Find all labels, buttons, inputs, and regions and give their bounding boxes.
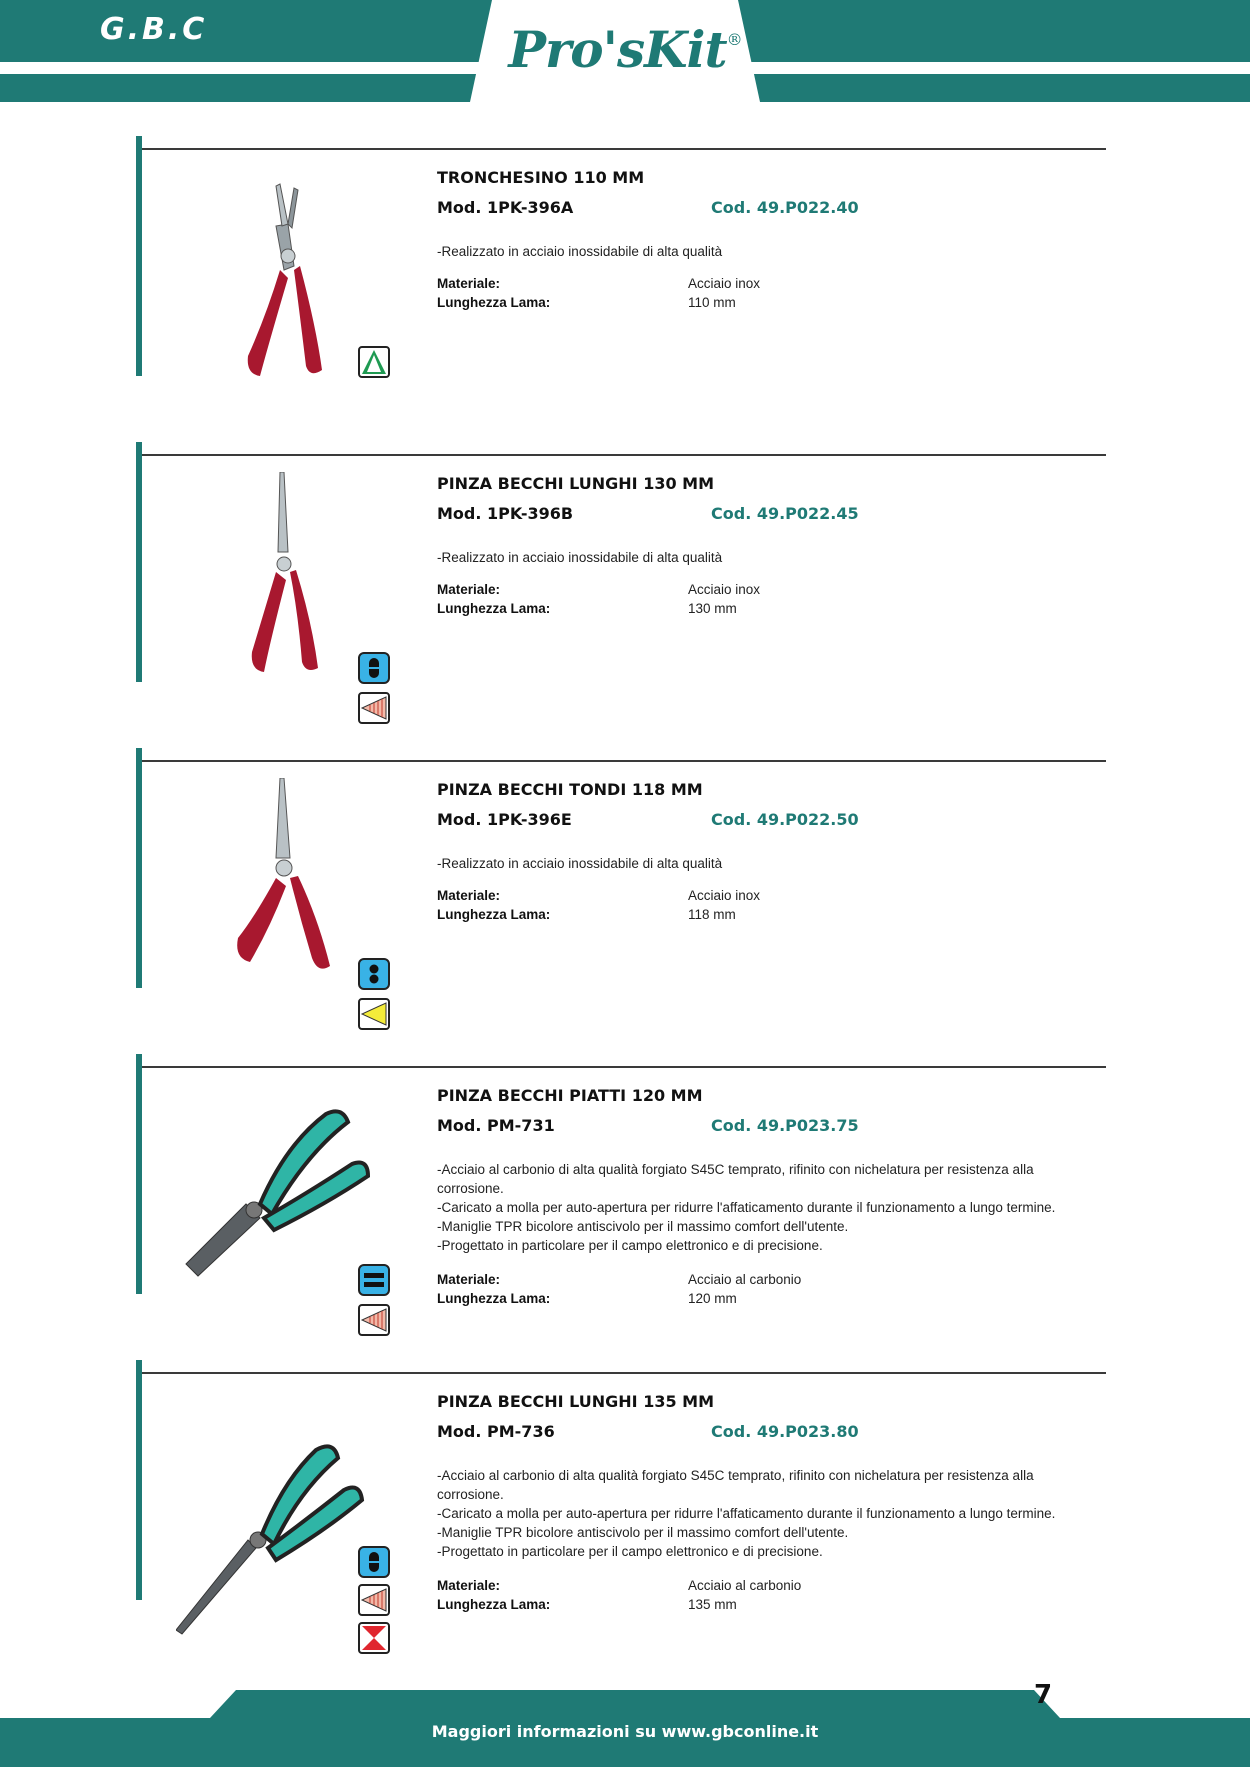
spec-label: Lunghezza Lama: bbox=[437, 1597, 551, 1612]
product-code: Cod. 49.P022.50 bbox=[711, 810, 859, 829]
product-section-4 bbox=[136, 1054, 1114, 1306]
round-jaw-icon bbox=[358, 958, 390, 990]
spec-label: Materiale: bbox=[437, 582, 501, 597]
spec-value: 110 mm bbox=[688, 295, 736, 310]
spec-label: Materiale: bbox=[437, 888, 501, 903]
gbc-logo: G.B.C bbox=[100, 12, 208, 47]
description-line: -Progettato in particolare per il campo elettronico e di precisione. bbox=[437, 1544, 823, 1559]
flat-nose-pliers-image bbox=[176, 1084, 386, 1334]
section-divider bbox=[142, 148, 1106, 150]
description-line: -Maniglie TPR bicolore antiscivolo per il massimo comfort dell'utente. bbox=[437, 1219, 849, 1234]
description-line: -Progettato in particolare per il campo elettronico e di precisione. bbox=[437, 1238, 823, 1253]
product-model: Mod. 1PK-396A bbox=[437, 198, 574, 217]
section-divider bbox=[142, 454, 1106, 456]
half-round-jaw-icon bbox=[358, 1546, 390, 1578]
product-title: TRONCHESINO 110 MM bbox=[437, 168, 645, 187]
product-code: Cod. 49.P023.80 bbox=[711, 1422, 859, 1441]
spec-label: Materiale: bbox=[437, 1578, 501, 1593]
product-section-5 bbox=[136, 1360, 1114, 1612]
serrated-jaw-icon bbox=[358, 1584, 390, 1616]
description-line: -Acciaio al carbonio di alta qualità forgiato S45C temprato, rifinito con nichelatura per resistenza alla bbox=[437, 1162, 1034, 1177]
spec-label: Lunghezza Lama: bbox=[437, 1291, 551, 1306]
spec-value: Acciaio inox bbox=[688, 582, 761, 597]
product-title: PINZA BECCHI TONDI 118 MM bbox=[437, 780, 703, 799]
round-nose-pliers-image bbox=[176, 778, 386, 1028]
section-accent-bar bbox=[136, 1054, 142, 1294]
product-section-1 bbox=[136, 136, 1114, 381]
section-accent-bar bbox=[136, 136, 142, 376]
product-description bbox=[437, 548, 1087, 567]
product-code: Cod. 49.P022.40 bbox=[711, 198, 859, 217]
description-line: corrosione. bbox=[437, 1487, 504, 1502]
description-line: -Realizzato in acciaio inossidabile di alta qualità bbox=[437, 550, 723, 565]
product-model: Mod. 1PK-396B bbox=[437, 504, 574, 523]
product-section-3 bbox=[136, 748, 1114, 993]
long-nose-pliers-image bbox=[176, 472, 386, 722]
description-line: -Acciaio al carbonio di alta qualità forgiato S45C temprato, rifinito con nichelatura per resistenza alla bbox=[437, 1468, 1034, 1483]
cutter-triangle-icon bbox=[358, 346, 390, 378]
spec-value: Acciaio inox bbox=[688, 276, 761, 291]
spec-value: 118 mm bbox=[688, 907, 736, 922]
product-model: Mod. 1PK-396E bbox=[437, 810, 572, 829]
section-accent-bar bbox=[136, 1360, 142, 1600]
product-title: PINZA BECCHI LUNGHI 130 MM bbox=[437, 474, 715, 493]
long-nose-pliers-green-image bbox=[176, 1390, 386, 1640]
section-divider bbox=[142, 760, 1106, 762]
product-title: PINZA BECCHI LUNGHI 135 MM bbox=[437, 1392, 715, 1411]
spec-value: 135 mm bbox=[688, 1597, 737, 1612]
spec-value: Acciaio al carbonio bbox=[688, 1272, 802, 1287]
spec-label: Lunghezza Lama: bbox=[437, 295, 551, 310]
spec-value: 130 mm bbox=[688, 601, 737, 616]
product-model: Mod. PM-731 bbox=[437, 1116, 555, 1135]
spec-label: Materiale: bbox=[437, 276, 501, 291]
spec-label: Lunghezza Lama: bbox=[437, 907, 551, 922]
serrated-jaw-icon bbox=[358, 692, 390, 724]
spec-value: Acciaio inox bbox=[688, 888, 761, 903]
description-line: -Caricato a molla per auto-apertura per ridurre l'affaticamento durante il funzionamento a lungo termine. bbox=[437, 1506, 1056, 1521]
product-code: Cod. 49.P023.75 bbox=[711, 1116, 859, 1135]
proskit-logo: Pro'sKit® bbox=[508, 20, 742, 79]
description-line: -Caricato a molla per auto-apertura per ridurre l'affaticamento durante il funzionamento a lungo termine. bbox=[437, 1200, 1056, 1215]
description-line: -Realizzato in acciaio inossidabile di alta qualità bbox=[437, 244, 723, 259]
smooth-jaw-icon bbox=[358, 998, 390, 1030]
product-description bbox=[437, 242, 1087, 261]
product-title: PINZA BECCHI PIATTI 120 MM bbox=[437, 1086, 703, 1105]
footer-info-link[interactable]: Maggiori informazioni su www.gbconline.it bbox=[431, 1722, 819, 1741]
section-accent-bar bbox=[136, 442, 142, 682]
flat-jaw-icon bbox=[358, 1264, 390, 1296]
section-accent-bar bbox=[136, 748, 142, 988]
description-line: -Realizzato in acciaio inossidabile di alta qualità bbox=[437, 856, 723, 871]
product-description bbox=[437, 1466, 1087, 1561]
product-description bbox=[437, 1160, 1087, 1255]
side-cutter-icon bbox=[358, 1622, 390, 1654]
section-divider bbox=[142, 1372, 1106, 1374]
description-line: corrosione. bbox=[437, 1181, 504, 1196]
product-description bbox=[437, 854, 1087, 873]
page-number: 7 bbox=[1034, 1680, 1053, 1710]
spec-value: Acciaio al carbonio bbox=[688, 1578, 802, 1593]
spec-value: 120 mm bbox=[688, 1291, 737, 1306]
description-line: -Maniglie TPR bicolore antiscivolo per il massimo comfort dell'utente. bbox=[437, 1525, 849, 1540]
product-code: Cod. 49.P022.45 bbox=[711, 504, 859, 523]
section-divider bbox=[142, 1066, 1106, 1068]
spec-label: Lunghezza Lama: bbox=[437, 601, 551, 616]
product-model: Mod. PM-736 bbox=[437, 1422, 555, 1441]
half-round-jaw-icon bbox=[358, 652, 390, 684]
product-section-2 bbox=[136, 442, 1114, 687]
cutter-pliers-image bbox=[176, 166, 386, 416]
spec-label: Materiale: bbox=[437, 1272, 501, 1287]
serrated-jaw-icon bbox=[358, 1304, 390, 1336]
